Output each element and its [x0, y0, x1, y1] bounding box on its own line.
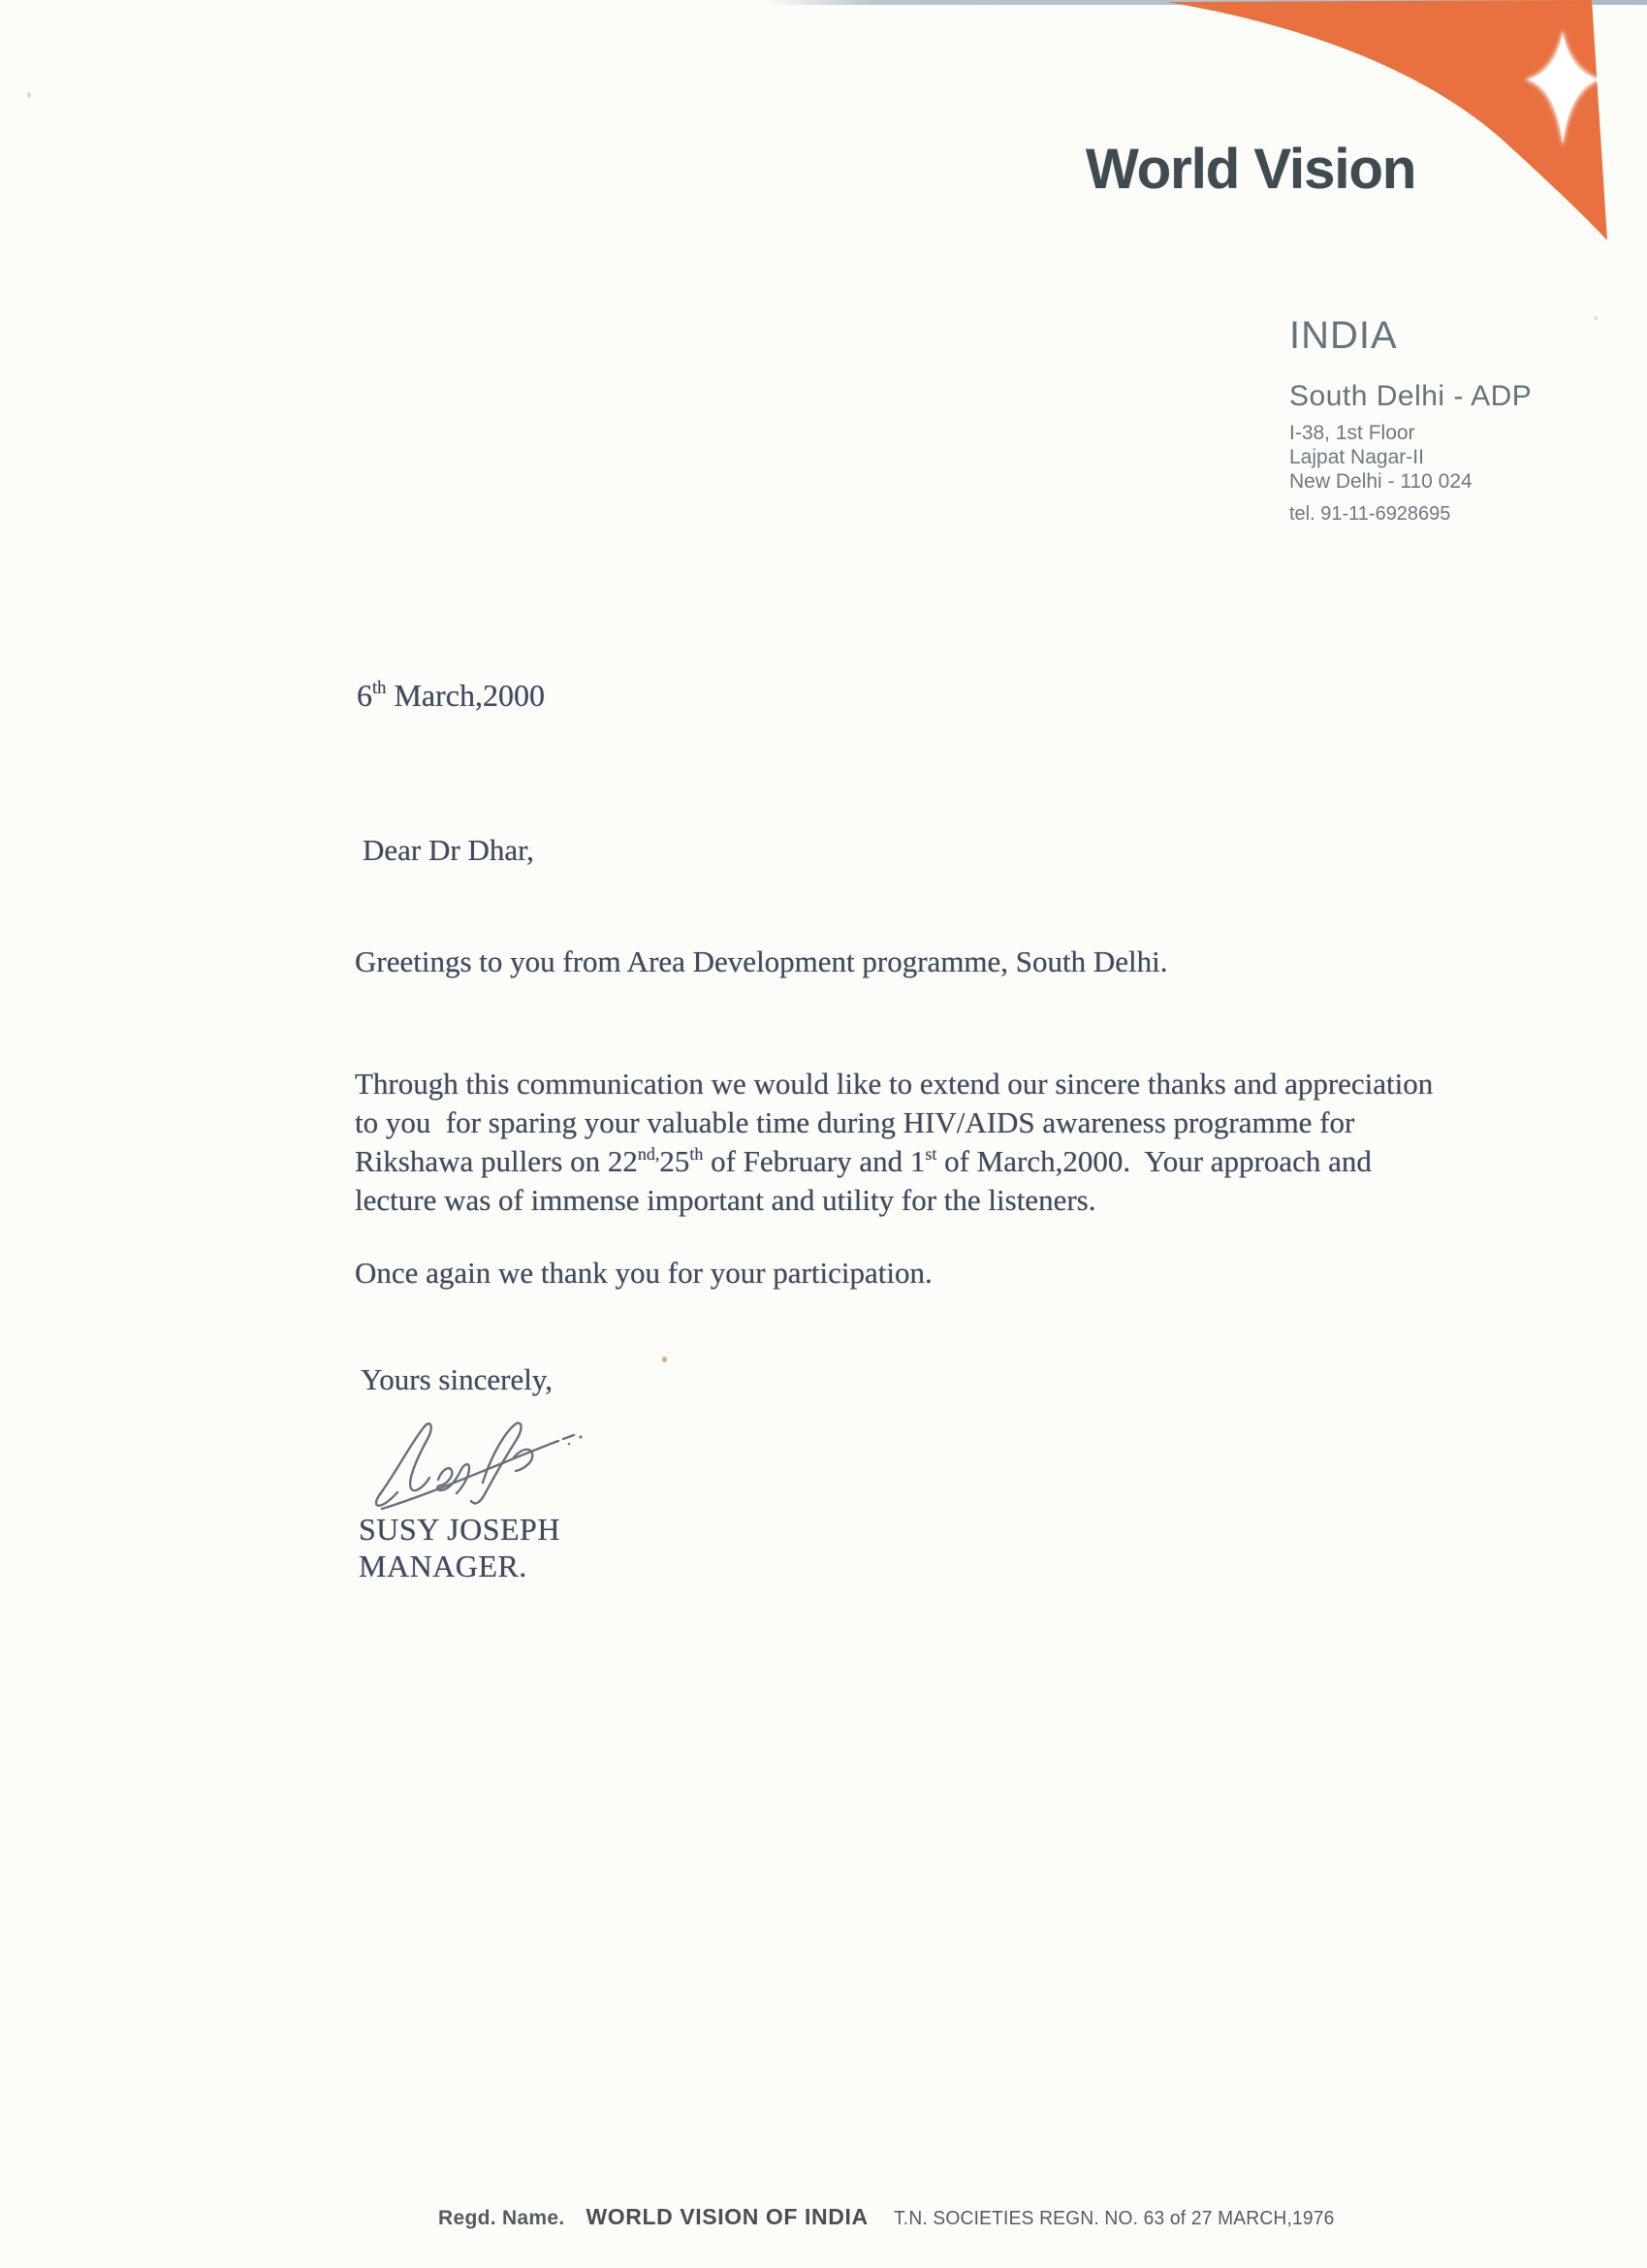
letterhead-office: South Delhi - ADP — [1289, 380, 1533, 412]
footer-registration-number: T.N. SOCIETIES REGN. NO. 63 of 27 MARCH,1976 — [893, 2208, 1335, 2229]
paragraph-line: Rikshawa pullers on $22^{nd,}25th$ of February and 1st of March,2000. Your approach and — [355, 1143, 1372, 1178]
swoosh-shape — [1167, 0, 1607, 240]
paragraph-line: Greetings to you from Area Development programme, South Delhi. — [355, 944, 1168, 978]
letterhead-phone: tel. 91-11-6928695 — [1289, 503, 1451, 525]
footer-regd-label: Regd. Name. — [438, 2207, 565, 2229]
paragraph — [355, 942, 1557, 981]
paragraph-line: to you for sparing your valuable time during HIV/AIDS awareness programme for — [355, 1105, 1355, 1139]
letter-date: 6th March,2000 — [357, 678, 545, 713]
paragraph-line: lecture was of immense important and utility for the listeners. — [355, 1183, 1096, 1217]
address-line: Lajpat Nagar-II — [1289, 446, 1424, 468]
brand-wordmark: World Vision — [1086, 138, 1416, 201]
footer — [438, 2204, 1504, 2230]
paragraph — [355, 1065, 1557, 1220]
letter-closing: Yours sincerely, — [361, 1362, 554, 1396]
paragraph-line: Once again we thank you for your participation. — [355, 1256, 933, 1290]
letter-body — [355, 942, 1557, 1293]
scan-speck — [1594, 316, 1598, 320]
footer-org-name: WORLD VISION OF INDIA — [586, 2204, 869, 2229]
address-line: I-38, 1st Floor — [1289, 422, 1415, 444]
handwritten-signature — [368, 1399, 593, 1517]
paragraph-line: Through this communication we would like to extend our sincere thanks and appreciation — [355, 1067, 1434, 1101]
scan-speck — [662, 1357, 667, 1362]
letterhead-address — [1289, 421, 1473, 494]
signatory-title: MANAGER. — [359, 1549, 527, 1583]
signatory-name: SUSY JOSEPH — [359, 1512, 560, 1547]
address-line: New Delhi - 110 024 — [1289, 470, 1473, 493]
paragraph — [355, 1254, 1557, 1293]
letterhead-country: INDIA — [1289, 314, 1398, 357]
letter-salutation: Dear Dr Dhar, — [363, 833, 534, 867]
